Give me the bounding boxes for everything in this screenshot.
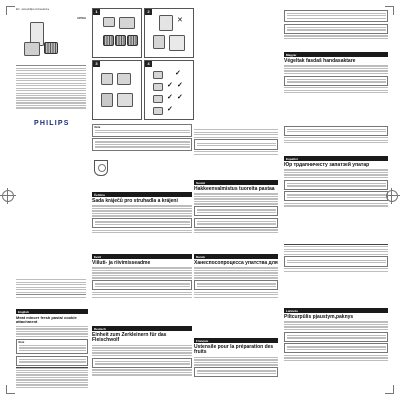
danish-title: Ханеспосопроцесса упатства для <box>194 259 278 266</box>
check-icon: ✓ <box>167 106 173 113</box>
spanish-title: Юр трдапничесту запатзей упатар <box>284 161 370 168</box>
section-bar-spanish: Español <box>284 156 388 161</box>
check-icon: ✓ <box>177 82 183 89</box>
note-box <box>284 126 388 136</box>
spanish-section <box>284 156 388 208</box>
latvian-section <box>284 308 388 362</box>
english-title: Meat mincer fresh pasta/ cookie attachment <box>16 314 77 325</box>
column-2 <box>92 8 192 396</box>
section-bar-finnish: Suomi <box>194 180 278 185</box>
german-title: Einheit zum Zerkleinern für das Fleischwolf <box>92 331 167 344</box>
product-image <box>22 22 56 58</box>
address-block <box>16 278 86 299</box>
note-box <box>284 180 388 190</box>
subsection-bar <box>16 363 88 368</box>
header-line: EN · www.philips.com/welcome <box>16 8 50 11</box>
note-box <box>194 139 278 149</box>
french-section <box>194 338 278 379</box>
french-title: Ustensile pour la préparation des fruits <box>194 343 274 356</box>
philips-shield-icon <box>94 160 108 176</box>
note-box: Note <box>16 339 88 355</box>
note-box <box>284 10 388 23</box>
note-box <box>284 76 388 86</box>
c4-top-notes <box>284 8 388 40</box>
note-box <box>194 280 278 290</box>
crop-mark <box>6 385 15 394</box>
section-bar-estonian: Eesti <box>92 254 192 259</box>
note-box: Note <box>92 124 192 137</box>
c2-text-block-1 <box>92 122 192 152</box>
czech-title: Sada kráječů pro struhadla a krájení <box>92 197 178 204</box>
note-box <box>92 280 192 290</box>
registration-mark <box>2 190 14 202</box>
section-bar-danish: Dansk <box>194 254 278 259</box>
c3-intro <box>194 128 278 156</box>
note-box <box>92 358 192 368</box>
figure-4: 4 ✓ ✓ ✓ ✓ ✓ ✓ <box>144 60 194 120</box>
czech-section <box>92 192 192 235</box>
c4-mid-1 <box>284 124 388 145</box>
note-box <box>284 256 388 266</box>
note-box <box>194 367 278 377</box>
estonian-section <box>92 254 192 299</box>
note-box <box>284 191 388 201</box>
estonian-title: Viiluti- ja riivimisseadme <box>92 259 151 266</box>
section-bar-english: English <box>16 309 88 314</box>
check-icon: ✓ <box>167 82 173 89</box>
section-bar-german: Deutsch <box>92 326 192 331</box>
section-bar-latvian: Latviešu <box>284 308 388 313</box>
model-number: HR7991 <box>77 17 86 20</box>
section-bar-czech: Čeština <box>92 192 192 197</box>
note-box <box>194 218 278 228</box>
column-3 <box>194 8 278 396</box>
c4-mid-2 <box>284 240 388 273</box>
note-box <box>194 206 278 216</box>
section-bar-french: Français <box>194 338 278 343</box>
column-1 <box>16 8 88 396</box>
check-icon: ✓ <box>177 94 183 101</box>
note-box <box>92 218 192 228</box>
hungarian-title: Végeltak fasdaš handasaktare <box>284 57 356 64</box>
subsection-bar <box>284 240 388 245</box>
note-box <box>92 138 192 151</box>
finnish-section <box>194 180 278 234</box>
crop-mark <box>6 6 15 15</box>
german-section <box>92 326 192 377</box>
danish-section <box>194 254 278 299</box>
section-bar-hungarian: Magyar <box>284 52 388 57</box>
english-section-2 <box>16 363 88 389</box>
check-icon: ✓ <box>167 94 173 101</box>
check-icon: ✓ <box>175 70 181 77</box>
finnish-title: Hakkeenvalmistus tuoreita pastaa <box>194 185 275 192</box>
note-box <box>284 343 388 353</box>
figure-1: 1 <box>92 8 142 58</box>
hungarian-section <box>284 52 388 95</box>
note-box <box>284 332 388 342</box>
column-4 <box>284 8 388 396</box>
latvian-title: Piltcurpūlis pjaustym,paknys <box>284 313 354 320</box>
philips-logo: PHILIPS <box>34 120 70 127</box>
note-box <box>284 24 388 34</box>
figure-3: 3 <box>92 60 142 120</box>
parts-list <box>16 64 86 110</box>
figure-2: 2 ✕ <box>144 8 194 58</box>
